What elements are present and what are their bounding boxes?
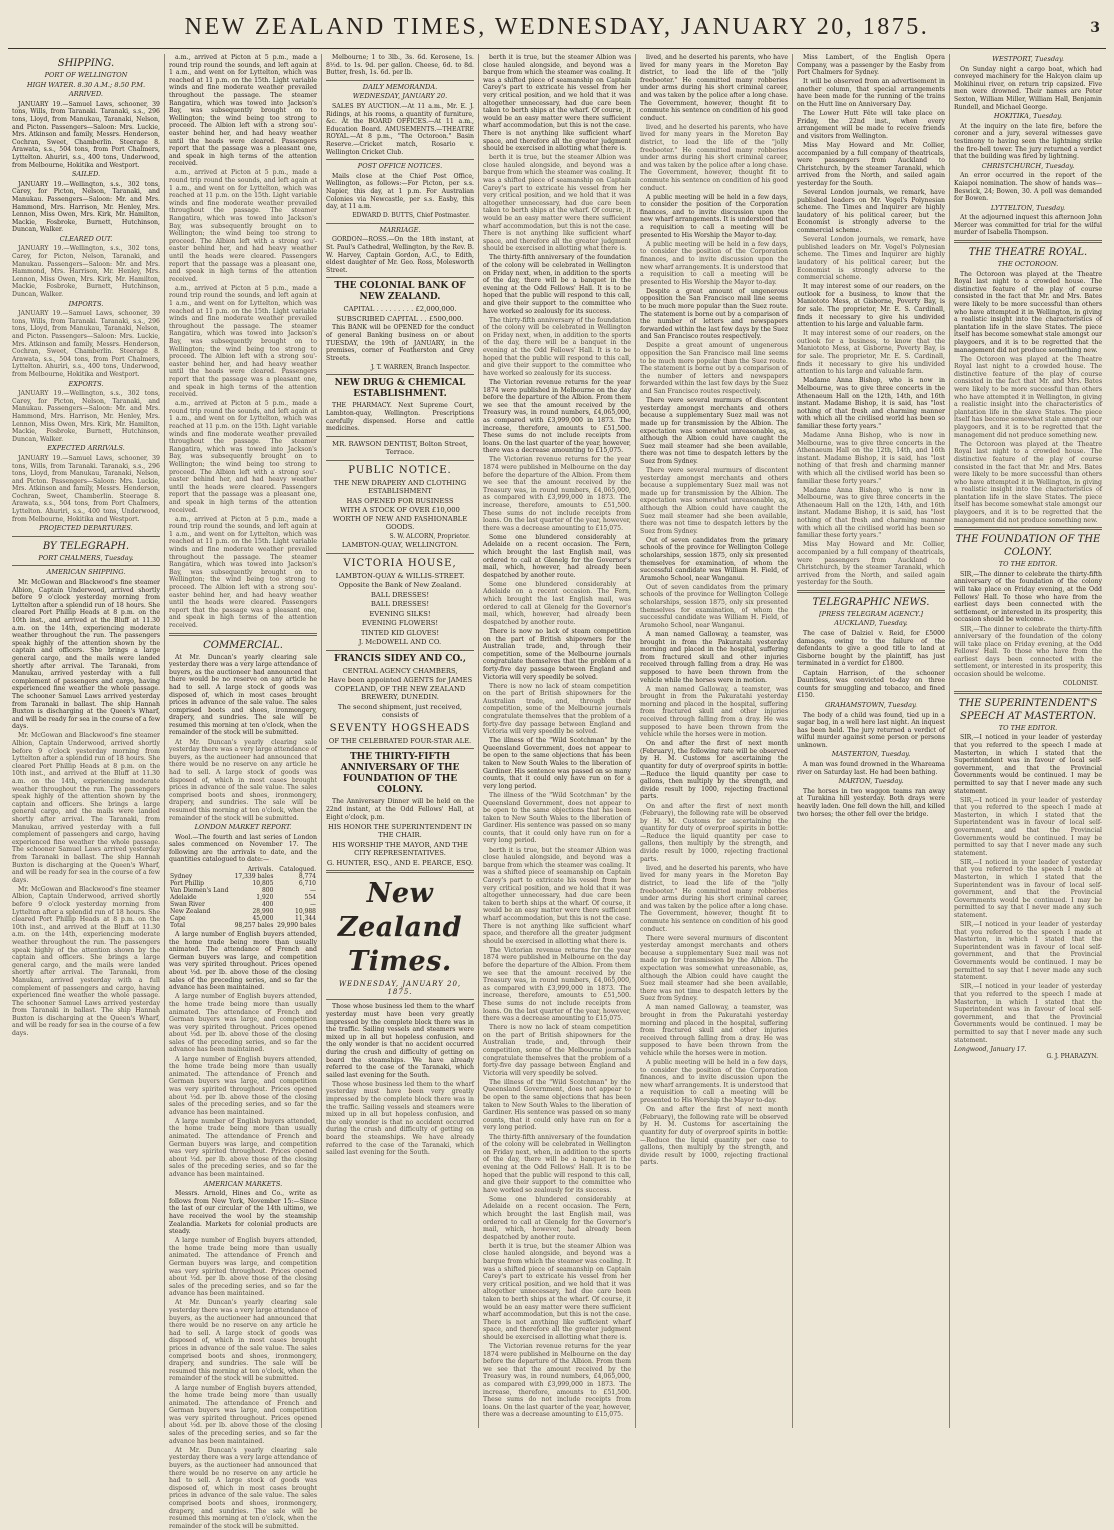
victoria-house-signature: J. McDOWELL AND CO. (358, 638, 442, 647)
divider (326, 80, 474, 81)
imports-heading: IMPORTS. (68, 299, 104, 308)
speech-signature: G. J. PHARAZYN. (1046, 1053, 1098, 1061)
col4-text-3b: The Victorian revenue returns for the year 1874 were published in Melbourne on the day before the departure of the Albion. From them we see that the amount received by the Treasury was, in round numbers, £4,065,000, as compared with £3,999,000 in 1873. The increase, therefore, amounts to £51,500. These sums do not include receipts from loans. On the last quarter of the year, however, there was a decrease amounting to £15,075. (483, 456, 631, 532)
divider (326, 374, 474, 375)
imports-text: JANUARY 19.—Samuel Laws, schooner, 39 tons, Wills, from Taranaki. Taranaki, s.s., 296 tons, Lloyd, from Manukau, Taranaki, Nelson, and Picton. Passengers—Saloon: Mrs. Luckie, Mrs. Atkinson and family, Messrs. Henderson, Cochran, Sweet, Chamberlin. Steerage 8. Arawata, s.s., 504 tons, from Port Chalmers, Lyttelton. Ahuriri, s.s., 400 tons, Underwood, from Melbourne, Hokitika and Westport. (12, 310, 160, 378)
telegraph-place: MARTON, Tuesday. (838, 777, 904, 786)
foundation-heading: THE FOUNDATION OF THE COLONY. (955, 534, 1101, 559)
sailed-heading: SAILED. (71, 170, 101, 179)
column-3 (321, 54, 478, 1428)
col4-text-3c: The Victorian revenue returns for the year 1874 were published in Melbourne on the day before the departure of the Albion. From them we see that the amount received by the Treasury was, in round numbers, £4,065,000, as compared with £3,999,000 in 1873. The increase, therefore, amounts to £51,500. These sums do not include receipts from loans. On the last quarter of the year, however, there was a decrease amounting to £15,075. (483, 946, 631, 1023)
sidey-ad-big: SEVENTY HOGSHEADS (329, 722, 471, 734)
arrived-heading: ARRIVED. (68, 90, 104, 99)
col6-text-6b: It may interest some of our readers, on the outlook for a business, to know that the Maniototo Mess, at Gisborne, Poverty Bay, is for sale. The proprietor, Mr. E. S. Cardinall, finds it necessary to give his undivided attention to his large and valuable farm. (797, 330, 945, 376)
divider (12, 536, 160, 537)
telegraph-text: The body of a child was found, tied up in a sugar bag, in a well here last night. An inquest has been held. The jury returned a verdict of wilful murder against some person or persons unknown. (797, 711, 945, 749)
telegraph-place: WESTPORT, Tuesday. (992, 55, 1064, 63)
col5-text-1c: lived, and he deserted his parents, who have lived for many years in the Moreton Bay district, to lead the life of the "jolly freebooter." He committed many robberies under arms during his short criminal career, and was taken by the police after a long chase. The Government, however, thought fit to commute his sentence on condition of his good conduct. (640, 864, 788, 933)
col4-text-3: The Victorian revenue returns for the year 1874 were published in Melbourne on the day before the departure of the Albion. From them we see that the amount received by the Treasury was, in round numbers, £4,065,000, as compared with £3,999,000 in 1873. The increase, therefore, amounts to £51,500. These sums do not include receipts from loans. On the last quarter of the year, however, there was a decrease amounting to £15,075. (483, 378, 631, 455)
london-market-text: Wool.—The fourth and last series of London sales commenced on November 17. The following are the arrivals to date, and the quantities catalogued to date:— (169, 833, 317, 864)
col4-text-6b: The illness of the "Wild Scotchman" by the Queensland Government, does not appear to be open to the same objections that has been taken to New South Wales to the liberation of Gardiner. His sentence was passed on so many counts, that it could only have run on for a very long period. (483, 791, 631, 845)
sidey-ad-sub: CENTRAL AGENCY CHAMBERS, (342, 666, 458, 675)
telegraph-place: HOKITIKA, Tuesday. (993, 112, 1063, 121)
london-market-heading: LONDON MARKET REPORT. (194, 823, 292, 832)
table-row: Adelaide 1,920 554 (170, 894, 316, 902)
speech-heading: THE SUPERINTENDENT'S SPEECH AT MASTERTON. (958, 697, 1098, 722)
divider (326, 650, 474, 651)
public-notice-title: PUBLIC NOTICE. (348, 464, 452, 476)
theatre-text: The Octoroon was played at the Theatre Royal last night to a crowded house. The distinctive feature of the play of course consisted in the fact that Mr. and Mrs. Bates were likely to be more successful than others who have attempted it in Wellington, in giving a realistic insight into the characteristics of plantation life in the slave States. The piece itself has become somewhat stale amongst our playgoers, and it is to be regretted that the management did not produce something new. (954, 270, 1102, 354)
divider (954, 240, 1102, 243)
victoria-house-title: VICTORIA HOUSE, (343, 557, 457, 569)
divider (326, 277, 474, 278)
col6-text-4: Miss May Howard and Mr. Collier, accompanied by a full company of theatricals, were passengers from Auckland to Christchurch, by the steamer Taranaki, which arrived from the North, and sailed again yesterday for the South. (797, 142, 945, 187)
col4-text-4: Some one blundered considerably at Adelaide on a recent occasion. The Fern, which brought the last English mail, was ordered to call at Glenelg for the Governor's mail, which, however, had already been despatched by another route. (483, 533, 631, 579)
col4-text-5c: There is now no lack of steam competition on the part of British shipowners for the Australian trade, and, through their competition, some of the Melbourne journals congratulate themselves that the problem of a forty-five day passage between England and Victoria will very speedily be solved. (483, 1024, 631, 1077)
telegraph-heading: BY TELEGRAPH. (42, 540, 130, 552)
divider (326, 748, 474, 749)
victoria-house-sub: LAMBTON-QUAY & WILLIS-STREET. (335, 571, 465, 580)
telegraph-place: MASTERTON, Tuesday. (831, 750, 911, 759)
speech-subheading: TO THE EDITOR. (998, 723, 1058, 732)
divider (326, 159, 474, 160)
american-shipping-heading: AMERICAN SHIPPING. (46, 568, 126, 577)
col5-text-7c: On and after the first of next month (February), the following rate will be observed by H. M. Customs for ascertaining the quantity for duty of overproof spirits in bottle:—Reduce the liquid quantity per case to gallons, then multiply by the strength, and divide result by 1000, rejecting fractional parts. (640, 1106, 788, 1167)
telegraphic-news-subheading: [PRESS TELEGRAM AGENCY.] (819, 609, 923, 618)
commercial-heading: COMMERCIAL. (203, 639, 283, 651)
column-1 (8, 54, 164, 1428)
american-markets-text-3: At Mr. Duncan's yearly clearing sale yesterday there was a very large attendance of buyers, as the auctioneer had announced that there would be no reserve on any article he had to sell. A large stock of goods was disposed of, which in most cases brought prices in advance of the sale value. The sales comprised boots and shoes, ironmongery, drapery, and sundries. The sale will be resumed this morning at ten o'clock, when the remainder of the stock will be submitted. (169, 1299, 317, 1383)
projected-heading: PROJECTED DEPARTURES. (39, 524, 133, 533)
shipping-heading: SHIPPING. (57, 58, 115, 69)
col5-text-3: Despite a great amount of ungenerous opposition the San Francisco mail line seems to be much more popular than the Suez route. The statement is borne out by a comparison of the number of letters and newspapers forwarded within the last few days by the Suez and San Francisco routes respectively. (640, 287, 788, 341)
col4-text-1b: berth it is true, but the steamer Albion was close hauled alongside, and beyond was a barque from which the steamer was coaling. It was a shifted piece of seamanship on Captain Carey's part to extricate his vessel from her very critical position, and we hold that it was altogether unnecessary, had due care been taken to berth ships at the wharf. Of course, it would be an easy matter were there sufficient wharf accommodation, but this is not the case. There is not anything like sufficient wharf space, and therefore all the greater judgment should be exercised in allotting what there is. (483, 154, 631, 253)
col4-text-2c: The thirty-fifth anniversary of the foundation of the colony will be celebrated in Wellington on Friday next, when, in addition to the sports of the day, there will be a banquet in the evening at the Odd Fellows' Hall. It is to be hoped that the public will respond to this call, and give their support to the committee who have worked so zealously for its success. (483, 1133, 631, 1194)
table-header-row: Arrivals. Catalogued. (247, 866, 316, 874)
col4-text-3d: The Victorian revenue returns for the year 1874 were published in Melbourne on the day before the departure of the Albion. From them we see that the amount received by the Treasury was, in round numbers, £4,065,000, as compared with £3,999,000 in 1873. The increase, therefore, amounts to £51,500. These sums do not include receipts from loans. On the last quarter of the year, however, there was a decrease amounting to £15,075. (483, 1343, 631, 1419)
telegraphic-news-heading: TELEGRAPHIC NEWS. (812, 596, 930, 608)
post-office-signature: EDWARD D. BUTTS, Chief Postmaster. (352, 212, 470, 220)
daily-memoranda-date: WEDNESDAY, JANUARY 20. (352, 92, 448, 101)
divider (169, 633, 317, 636)
sidey-ad-text: Have been appointed AGENTS for JAMES COPELAND, OF THE NEW ZEALAND BREWERY, DUNEDIN. (327, 676, 473, 702)
bank-signature: J. T. WARREN, Branch Inspector. (370, 363, 470, 371)
column-2 (164, 54, 321, 1530)
col5-text-2c: A public meeting will be held in a few days, to consider the position of the Corporation finances, and to invite discussion upon the new wharf arrangements. It is understood that a requisition to call a meeting will be presented to His Worship the Mayor to-day. (640, 1059, 788, 1105)
general-shipping-text-2: Mr. McGowan and Blackwood's fine steamer Albion, Captain Underwood, arrived shortly before 9 o'clock yesterday morning from Lyttelton after a splendid run of 18 hours. She cleared Port Phillip Heads at 8 p.m. on the 10th inst., and arrived at the Bluff at 11.30 a.m. on the 14th, experiencing moderate weather throughout the run. The passengers speak highly of the attention shown by the captain and officers. She brings a large general cargo, and the mails were landed shortly after arrival. The Taranaki, from Manukau, arrived yesterday with a full complement of passengers and cargo, having experienced fine weather the whole passage. The schooner Samuel Laws arrived yesterday from Taranaki in ballast. The ship Hannah Buxton is discharging at the Queen's Wharf, and will be ready for sea in the course of a few days. (12, 732, 160, 884)
cleared-text: JANUARY 19.—Wellington, s.s., 302 tons, Carey, for Picton, Nelson, Taranaki, and Manukau. Passengers—Saloon: Mr. and Mrs. Hammond, Mrs. Harrison, Mr. Henley, Mrs. Lennon, Miss Owen, Mrs. Kirk, Mr. Hamilton, Mackie, Fosbroke, Burnett, Hutchinson, Duncan, Walker. (12, 245, 160, 299)
column-7 (949, 54, 1106, 1428)
bank-text: This BANK will be OPENED for the conduct of general Banking business on or about TUESDAY, the 19th of JANUARY, in the premises, corner of Featherston and Grey Streets. (326, 324, 474, 362)
foundation-text: SIR,—The dinner to celebrate the thirty-fifth anniversary of the foundation of the colony will take place on Friday evening, at the Odd Fellows' Hall. To those who have from the earliest days been connected with the settlement, or interested in its prosperity, this occasion should be welcome. (954, 570, 1102, 624)
col5-text-4b: There were several murmurs of discontent yesterday amongst merchants and others because a supplementary Suez mail was not made up for transmission by the Albion. The expectation was somewhat unreasonable, as, although the Albion could have caught the Suez mail steamer had she been available, there was not time to despatch letters by the Suez from Sydney. (640, 466, 788, 535)
anniversary-ad-text: The Anniversary Dinner will be held on the 22nd instant, at the Odd Fellows' Hall, at Eight o'clock, p.m. (326, 798, 474, 821)
commercial-text: At Mr. Duncan's yearly clearing sale yesterday there was a very large attendance of buyers, as the auctioneer had announced that there would be no reserve on any article he had to sell. A large stock of goods was disposed of, which in most cases brought prices in advance of the sale value. The sales comprised boots and shoes, ironmongery, drapery, and sundries. The sale will be resumed this morning at ten o'clock, when the remainder of the stock will be submitted. (169, 653, 317, 737)
leader-text: Those whose business led them to the wharf yesterday must have been very greatly impressed by the complete block there was in the traffic. Sailing vessels and steamers were mixed up in all but hopeless confusion, and the only wonder is that no accident occurred during the crush and difficulty of getting on board the steamships. We have already referred to the case of the Taranaki, which sailed last evening for the South. (326, 1003, 474, 1079)
port-line: PORT OF WELLINGTON (44, 71, 128, 79)
sidey-ad-text-2: The second shipment, just received, consists of (337, 702, 463, 720)
telegraph-place: LYTTELTON, Tuesday. (990, 203, 1066, 212)
divider (326, 460, 474, 461)
bank-subscribed: SUBSCRIBED CAPITAL . . £500,000. (336, 314, 464, 323)
telegraph-text: At the adjourned inquest this afternoon John Mercer was committed for trial for the wilful murder of Isabella Thompson. (954, 214, 1102, 237)
col4-text-5b: There is now no lack of steam competition on the part of British shipowners for the Australian trade, and, through their competition, some of the Melbourne journals congratulate themselves that the problem of a forty-five day passage between England and Victoria will very speedily be solved. (483, 682, 631, 736)
foundation-signature: COLONIST. (1062, 680, 1098, 688)
col5-text-2: A public meeting will be held in a few days, to consider the position of the Corporation finances, and to invite discussion upon the new wharf arrangements. It is understood that a requisition to call a meeting will be presented to His Worship the Mayor to-day. (640, 193, 788, 239)
anniversary-ad-vice: HIS WORSHIP THE MAYOR, AND THE CITY REPRESENTATIVES. (332, 840, 468, 858)
foundation-text-2: SIR,—The dinner to celebrate the thirty-fifth anniversary of the foundation of the colony will take place on Friday evening, at the Odd Fellows' Hall. To those who have from the earliest days been connected with the settlement, or interested in its prosperity, this occasion should be welcome. (954, 625, 1102, 679)
col4-text-2: The thirty-fifth anniversary of the foundation of the colony will be celebrated in Wellington on Friday next, when, in addition to the sports of the day, there will be a banquet in the evening at the Odd Fellows' Hall. It is to be hoped that the public will respond to this call, and give their support to the committee who have worked so zealously for its success. (483, 254, 631, 315)
anniversary-ad-chair: HIS HONOR THE SUPERINTENDENT IN THE CHAIR. (327, 822, 473, 840)
col5-text-4: There were several murmurs of discontent yesterday amongst merchants and others because a supplementary Suez mail was not made up for transmission by the Albion. The expectation was somewhat unreasonable, as, although the Albion could have caught the Suez mail steamer had she been available, there was not time to despatch letters by the Suez from Sydney. (640, 397, 788, 465)
page-number: 3 (1090, 20, 1100, 36)
col4-text-1: berth it is true, but the steamer Albion was close hauled alongside, and beyond was a barque from which the steamer was coaling. It was a shifted piece of seamanship on Captain Carey's part to extricate his vessel from her very critical position, and we hold that it was altogether unnecessary, had due care been taken to berth ships at the wharf. Of course, it would be an easy matter were there sufficient wharf accommodation, but this is not the case. There is not anything like sufficient wharf space, and therefore all the greater judgment should be exercised in allotting what there is. (483, 54, 631, 153)
col2-text-top-4: a.m., arrived at Picton at 5 p.m., made a round trip round the sounds, and left again at 1 a.m., and went on for Lyttelton, which was reached at 11 p.m. on the 15th. Light variable winds and fine moderate weather prevailed throughout the passage. The steamer Rangatira, which was towed into Jackson's Bay, was subsequently brought on to Wellington; the wind being too strong to proceed. The Albion left with a strong sou'-easter behind her, and had heavy weather until the heads were cleared. Passengers report that the passage was a pleasant one, and speak in high terms of the attention received. (169, 400, 317, 514)
telegraph-subheading: PORT CHALMERS, Tuesday. (38, 553, 134, 562)
marriage-heading: MARRIAGE. (379, 225, 421, 234)
public-notice-address: LAMBTON-QUAY, WELLINGTON. (341, 541, 459, 550)
american-markets-text-5: At Mr. Duncan's yearly clearing sale yesterday there was a very large attendance of buyers, as the auctioneer had announced that there would be no reserve on any article he had to sell. A large stock of goods was disposed of, which in most cases brought prices in advance of the sale value. The sales comprised boots and shoes, ironmongery, drapery, and sundries. The sale will be resumed this morning at ten o'clock, when the remainder of the stock will be submitted. (169, 1446, 317, 1530)
divider (326, 999, 474, 1000)
telegraph-text: A man was found drowned in the Whareama river on Saturday last. He had been bathing. (797, 761, 945, 776)
speech-text-3: SIR,—I noticed in your leader of yesterday that you referred to the speech I made at Masterton, in which I stated that the Superintendent was in favour of local self-government, and that the Provincial Governments would be continued. I may be permitted to say that I never made any such statement. (954, 858, 1102, 919)
col6-text-4b: Miss May Howard and Mr. Collier, accompanied by a full company of theatricals, were passengers from Auckland to Christchurch, by the steamer Taranaki, which arrived from the North, and sailed again yesterday for the South. (797, 541, 945, 587)
col4-text-5: There is now no lack of steam competition on the part of British shipowners for the Australian trade, and, through their competition, some of the Melbourne journals congratulate themselves that the problem of a forty-five day passage between England and Victoria will very speedily be solved. (483, 627, 631, 681)
telegraph-place: GRAHAMSTOWN, Tuesday. (825, 700, 917, 709)
col5-text-2b: A public meeting will be held in a few days, to consider the position of the Corporation finances, and to invite discussion upon the new wharf arrangements. It is understood that a requisition to call a meeting will be presented to His Worship the Mayor to-day. (640, 240, 788, 286)
table-total-row: Total 98,257 bales 29,990 bales (170, 922, 316, 930)
column-6 (792, 54, 949, 1428)
post-office-text: Mails close at the Chief Post Office, Wellington, as follows:—For Picton, per s.s. Napier, this day, at 1 p.m. For Australian Colonies via Newcastle, per s.s. Easby, this day, at 11 a.m. (326, 172, 474, 211)
post-office-heading: POST OFFICE NOTICES. (357, 162, 443, 171)
divider (326, 436, 474, 437)
tide-line: HIGH WATER. 8.30 A.M.; 8.50 P.M. (26, 80, 146, 89)
telegraph-place: AUCKLAND, Tuesday. (834, 619, 908, 628)
speech-place: Longwood, January 17. (954, 1045, 1027, 1053)
american-markets-text-4: A large number of English buyers attended, the home trade being more than usually animated. The attendance of French and German buyers was large, and competition was very spirited throughout. Prices opened about ½d. per lb. above those of the closing sales of the preceding series, and so far the advance has been maintained. (169, 1384, 317, 1445)
column-5 (635, 54, 792, 1428)
col6-text-7: Madame Anna Bishop, who is now in Melbourne, was to give three concerts in the Athenaeum Hall on the 12th, 14th, and 16th instant. Madame Bishop, it is said, has "lost nothing of that fresh and charming manner with which all the civilised world has been so familiar these forty years." (797, 377, 945, 430)
col4-text-6: The illness of the "Wild Scotchman" by the Queensland Government, does not appear to be open to the same objections that has been taken to New South Wales to the liberation of Gardiner. His sentence was passed on so many counts, that it could only have run on for a very long period. (483, 737, 631, 790)
ball-line: BALL DRESSES! (370, 600, 430, 609)
table-row: Cape 45,000 11,344 (170, 915, 316, 923)
column-4 (478, 54, 635, 1428)
american-markets-text-2: A large number of English buyers attended, the home trade being more than usually animated. The attendance of French and German buyers was large, and competition was very spirited throughout. Prices opened about ½d. per lb. above those of the closing sales of the preceding series, and so far the advance has been maintained. (169, 1237, 317, 1298)
col5-text-5: Out of seven candidates from the primary schools of the province for Wellington College scholarships, session 1875, only six presented themselves for examination, of whom the successful candidate was William H. Field, of Aramoho School, near Wanganui. (640, 536, 788, 582)
masthead-title: New Zealand Times. (337, 878, 463, 978)
ball-line: BALL DRESSES! (370, 590, 430, 599)
table-row: Van Diemen's Land 800 — (170, 887, 316, 895)
telegraph-text: Captain Harrison, of the schooner Dauntless, was convicted to-day on three counts for smuggling and tobacco, and fined £150. (797, 669, 945, 700)
general-shipping-text: Mr. McGowan and Blackwood's fine steamer Albion, Captain Underwood, arrived shortly before 9 o'clock yesterday morning from Lyttelton after a splendid run of 18 hours. She cleared Port Phillip Heads at 8 p.m. on the 10th inst., and arrived at the Bluff at 11.30 a.m. on the 14th, experiencing moderate weather throughout the run. The passengers speak highly of the attention shown by the captain and officers. She brings a large general cargo, and the mails were landed shortly after arrival. The Taranaki, from Manukau, arrived yesterday with a full complement of passengers and cargo, having experienced fine weather the whole passage. The schooner Samuel Laws arrived yesterday from Taranaki in ballast. The ship Hannah Buxton is discharging at the Queen's Wharf, and will be ready for sea in the course of a few days. (12, 579, 160, 731)
public-notice-signature: S. W. ALCORN, Proprietor. (389, 532, 470, 540)
telegraph-text: An error occurred in the report of the Kaiapoi nomination. The show of hands was—Beswick, 24; Bowen, 30. A poll was demanded for Bowen. (954, 172, 1102, 203)
expected-text: JANUARY 19.—Samuel Laws, schooner, 39 tons, Wills, from Taranaki. Taranaki, s.s., 296 tons, Lloyd, from Manukau, Taranaki, Nelson, and Picton. Passengers—Saloon: Mrs. Luckie, Mrs. Atkinson and family, Messrs. Henderson, Cochran, Sweet, Chamberlin. Steerage 8. Arawata, s.s., 504 tons, from Port Chalmers, Lyttelton. Ahuriri, s.s., 400 tons, Underwood, from Melbourne, Hokitika and Westport. (12, 454, 160, 523)
col4-text-2b: The thirty-fifth anniversary of the foundation of the colony will be celebrated in Wellington on Friday next, when, in addition to the sports of the day, there will be a banquet in the evening at the Odd Fellows' Hall. It is to be hoped that the public will respond to this call, and give their support to the committee who have worked so zealously for its success. (483, 316, 631, 377)
cleared-heading: CLEARED OUT. (59, 234, 113, 243)
col4-text-4b: Some one blundered considerably at Adelaide on a recent occasion. The Fern, which brought the last English mail, was ordered to call at Glenelg for the Governor's mail, which, however, had already been despatched by another route. (483, 580, 631, 626)
col6-text-2: It will be observed from an advertisement in another column, that special arrangements have been made for the running of the trains on the Hutt line on Anniversary Day. (797, 78, 945, 109)
telegraph-text: At the inquiry on the late fire, before the coroner and a jury, several witnesses gave testimony to having seen the lightning strike the fire-bell tower. The jury returned a verdict that the building was fired by lightning. (954, 122, 1102, 161)
speech-text-2: SIR,—I noticed in your leader of yesterday that you referred to the speech I made at Masterton, in which I stated that the Superintendent was in favour of local self-government, and that the Provincial Governments would be continued. I may be permitted to say that I never made any such statement. (954, 796, 1102, 857)
speech-text-4: SIR,—I noticed in your leader of yesterday that you referred to the speech I made at Masterton, in which I stated that the Superintendent was in favour of local self-government, and that the Provincial Governments would be continued. I may be permitted to say that I never made any such statement. (954, 921, 1102, 982)
col6-text-3: The Lower Hutt Fête will take place on Friday, the 22nd inst., when every arrangement will be made to receive friends and visitors from Wellington. (797, 110, 945, 140)
col4-text-6c: The illness of the "Wild Scotchman" by the Queensland Government, does not appear to be open to the same objections that has been taken to New South Wales to the liberation of Gardiner. His sentence was passed on so many counts, that it could only have run on for a very long period. (483, 1078, 631, 1132)
col6-text-1: Miss Lambert, of the English Opera Company, was a passenger by the Easby from Port Chalmers for Sydney. (797, 54, 945, 77)
col5-text-1: lived, and he deserted his parents, who have lived for many years in the Moreton Bay district, to lead the life of the "jolly freebooter." He committed many robberies under arms during his short criminal career, and was taken by the police after a long chase. The Government, however, thought fit to commute his sentence on condition of his good conduct. (640, 54, 788, 122)
london-market-text-4: A large number of English buyers attended, the home trade being more than usually animated. The attendance of French and German buyers was large, and competition was very spirited throughout. Prices opened about ½d. per lb. above those of the closing sales of the preceding series, and so far the advance has been maintained. (169, 1055, 317, 1116)
foundation-subheading: TO THE EDITOR. (998, 560, 1058, 569)
ball-line: EVENING SILKS! (369, 609, 431, 618)
general-shipping-text-3: Mr. McGowan and Blackwood's fine steamer Albion, Captain Underwood, arrived shortly before 9 o'clock yesterday morning from Lyttelton after a splendid run of 18 hours. She cleared Port Phillip Heads at 8 p.m. on the 10th inst., and arrived at the Bluff at 11.30 a.m. on the 14th, experiencing moderate weather throughout the run. The passengers speak highly of the attention shown by the captain and officers. She brings a large general cargo, and the mails were landed shortly after arrival. The Taranaki, from Manukau, arrived yesterday with a full complement of passengers and cargo, having experienced fine weather the whole passage. The schooner Samuel Laws arrived yesterday from Taranaki in ballast. The ship Hannah Buxton is discharging at the Queen's Wharf, and will be ready for sea in the course of a few days. (12, 885, 160, 1038)
columns (8, 54, 1106, 1530)
telegraph-place: CHRISTCHURCH, Tuesday. (981, 161, 1075, 170)
telegraph-text: On Sunday night a cargo boat, which had conveyed machinery for the Halcyon claim up Mokihinui river, on return trip capsized. Five men were drowned. Their names are Peter Sexton, William Miller, William Hall, Benjamin Rundell, and Michael George. (954, 65, 1102, 111)
speech-text: SIR,—I noticed in your leader of yesterday that you referred to the speech I made at Masterton, in which I stated that the Superintendent was in favour of local self-government, and that the Provincial Governments would be continued. I may be permitted to say that I never made any such statement. (954, 734, 1102, 795)
american-markets-text: Messrs. Arnold, Hines and Co., write as follows from New York, November 15:—Since the last of our circular of the 14th ultimo, we have received the wool by the steamship Zealandia. Markets for colonial products are steady. (169, 1190, 317, 1236)
public-notice-line-3: WITH A STOCK OF OVER £10,000 WORTH OF NEW AND FASHIONABLE GOODS. (332, 506, 468, 532)
divider (797, 590, 945, 593)
theatre-text-2: The Octoroon was played at the Theatre Royal last night to a crowded house. The distinctive feature of the play of course consisted in the fact that Mr. and Mrs. Bates were likely to be more successful than others who have attempted it in Wellington, in giving a realistic insight into the characteristics of plantation life in the slave States. The piece itself has become somewhat stale amongst our playgoers, and it is to be regretted that the management did not produce something new. (954, 355, 1102, 439)
page-masthead (8, 14, 1106, 49)
col4-text-1c: berth it is true, but the steamer Albion was close hauled alongside, and beyond was a barque from which the steamer was coaling. It was a shifted piece of seamanship on Captain Carey's part to extricate his vessel from her very critical position, and we hold that it was altogether unnecessary, had due care been taken to berth ships at the wharf. Of course, it would be an easy matter were there sufficient wharf accommodation, but this is not the case. There is not anything like sufficient wharf space, and therefore all the greater judgment should be exercised in allotting what there is. (483, 846, 631, 945)
col6-text-6: It may interest some of our readers, on the outlook for a business, to know that the Maniototo Mess, at Gisborne, Poverty Bay, is for sale. The proprietor, Mr. E. S. Cardinall, finds it necessary to give his undivided attention to his large and valuable farm. (797, 283, 945, 329)
table-row: Swan River 400 — (170, 901, 316, 909)
american-markets-heading: AMERICAN MARKETS. (203, 1179, 283, 1188)
col5-text-6c: A man named Galloway, a teamster, was brought in from the Pakuratahi yesterday morning and placed in the hospital, suffering from fractured skull and other injuries received through falling from a dray. He was supposed to have been thrown from the vehicle while the horses were in motion. (640, 1004, 788, 1057)
col5-text-6: A man named Galloway, a teamster, was brought in from the Pakuratahi yesterday morning and placed in the hospital, suffering from fractured skull and other injuries received through falling from a dray. He was supposed to have been thrown from the vehicle while the horses were in motion. (640, 630, 788, 684)
col6-text-7c: Madame Anna Bishop, who is now in Melbourne, was to give three concerts in the Athenaeum Hall on the 12th, 14th, and 16th instant. Madame Bishop, it is said, has "lost nothing of that fresh and charming manner with which all the civilised world has been so familiar these forty years." (797, 486, 945, 540)
telegraph-text: The case of Dalziel v. Reid, for £5000 damages, owing to the failure of the defendants to give a good title to land at Gisborne bought by the plaintiff, has just terminated in a verdict for £1800. (797, 630, 945, 668)
wool-table (169, 866, 317, 929)
sidey-ad-title: FRANCIS SIDEY AND CO., (334, 653, 466, 664)
anniversary-ad-title: THE THIRTY-FIFTH ANNIVERSARY OF THE FOUNDATION OF THE COLONY. (340, 752, 460, 796)
sailed-text: JANUARY 19.—Wellington, s.s., 302 tons, Carey, for Picton, Nelson, Taranaki, and Manukau. Passengers—Saloon: Mr. and Mrs. Hammond, Mrs. Harrison, Mr. Henley, Mrs. Lennon, Miss Owen, Mrs. Kirk, Mr. Hamilton, Mackie, Fosbroke, Burnett, Hutchinson, Duncan, Walker. (12, 180, 160, 234)
theatre-subheading: THE OCTOROON. (997, 260, 1059, 269)
col4-text-4c: Some one blundered considerably at Adelaide on a recent occasion. The Fern, which brought the last English mail, was ordered to call at Glenelg for the Governor's mail, which, however, had already been despatched by another route. (483, 1195, 631, 1241)
public-notice-line-1: THE NEW DRAPERY AND CLOTHING ESTABLISHMENT (333, 478, 467, 496)
drug-ad-text: THE PHARMACY. Next Supreme Court, Lambton-quay, Wellington. Prescriptions carefully dispensed. Horse and cattle medicines. (326, 402, 474, 433)
divider (326, 223, 474, 224)
victoria-house-opposite: Opposite the Bank of New Zealand. (338, 581, 462, 590)
col6-text-5: Several London journals, we remark, have published leaders on Mr. Vogel's Polynesian scheme. The Times and Inquirer are highly laudatory of his political career, but the Economist is strongly adverse to the commercial scheme. (797, 189, 945, 235)
divider (954, 691, 1102, 694)
expected-heading: EXPECTED ARRIVALS. (47, 444, 125, 453)
col2-text-top-3: a.m., arrived at Picton at 5 p.m., made a round trip round the sounds, and left again at 1 a.m., and went on for Lyttelton, which was reached at 11 p.m. on the 15th. Light variable winds and fine moderate weather prevailed throughout the passage. The steamer Rangatira, which was towed into Jackson's Bay, was subsequently brought on to Wellington; the wind being too strong to proceed. The Albion left with a strong sou'-easter behind her, and had heavy weather until the heads were cleared. Passengers report that the passage was a pleasant one, and speak in high terms of the attention received. (169, 284, 317, 399)
telegraph-text: The horses in two waggon teams ran away at Turakina hill yesterday. Both drays were heavily laden. One fell down the hill, and killed two horses; the other fell over the bridge. (797, 787, 945, 818)
col5-text-3b: Despite a great amount of ungenerous opposition the San Francisco mail line seems to be much more popular than the Suez route. The statement is borne out by a comparison of the number of letters and newspapers forwarded within the last few days by the Suez and San Francisco routes respectively. (640, 342, 788, 396)
divider (12, 565, 160, 566)
anniversary-ad-tickets: G. HUNTER, ESQ., AND E. PEARCE, ESQ. (326, 858, 474, 867)
table-row: New Zealand 28,990 10,988 (170, 908, 316, 916)
public-notice-line-2: HAS OPENED FOR BUSINESS (346, 496, 454, 505)
ball-line: TINTED KID GLOVES! (360, 628, 440, 637)
col5-text-7b: On and after the first of next month (February), the following rate will be observed by H. M. Customs for ascertaining the quantity for duty of overproof spirits in bottle:—Reduce the liquid quantity per case to gallons, then multiply by the strength, and divide result by 1000, rejecting fractional parts. (640, 802, 788, 863)
bank-ad-title: THE COLONIAL BANK OF NEW ZEALAND. (334, 281, 466, 303)
marriage-text: GORDON—ROSS.—On the 18th instant, at St. Paul's Cathedral, Wellington, by the Rev. B. W. Harvey, Captain Gordon, A.C., to Edith, eldest daughter of Mr. Geo. Ross, Molesworth Street. (326, 236, 474, 274)
daily-memoranda-heading: DAILY MEMORANDA. (362, 82, 438, 91)
london-market-text-5: A large number of English buyers attended, the home trade being more than usually animated. The attendance of French and German buyers was large, and competition was very spirited throughout. Prices opened about ½d. per lb. above those of the closing sales of the preceding series, and so far the advance has been maintained. (169, 1117, 317, 1178)
theatre-heading: THE THEATRE ROYAL. (968, 247, 1088, 259)
ball-line: EVENING FLOWERS! (361, 619, 439, 628)
col5-text-7: On and after the first of next month (February), the following rate will be observed by H. M. Customs for ascertaining the quantity for duty of overproof spirits in bottle:—Reduce the liquid quantity per case to gallons, then multiply by the strength, and divide result by 1000, rejecting fractional parts. (640, 740, 788, 801)
london-market-text-3: A large number of English buyers attended, the home trade being more than usually animated. The attendance of French and German buyers was large, and competition was very spirited throughout. Prices opened about ½d. per lb. above those of the closing sales of the preceding series, and so far the advance has been maintained. (169, 993, 317, 1054)
arrived-text: JANUARY 19.—Samuel Laws, schooner, 39 tons, Wills, from Taranaki. Taranaki, s.s., 296 tons, Lloyd, from Manukau, Taranaki, Nelson, and Picton. Passengers—Saloon: Mrs. Luckie, Mrs. Atkinson and family, Messrs. Henderson, Cochran, Sweet, Chamberlin. Steerage 8. Arawata, s.s., 504 tons, from Port Chalmers, Lyttelton. Ahuriri, s.s., 400 tons, Underwood, from Melbourne, Hokitika and Westport. (12, 100, 160, 169)
col5-text-4c: There were several murmurs of discontent yesterday amongst merchants and others because a supplementary Suez mail was not made up for transmission by the Albion. The expectation was somewhat unreasonable, as, although the Albion could have caught the Suez mail steamer had she been available, there was not time to despatch letters by the Suez from Sydney. (640, 934, 788, 1003)
divider (954, 527, 1102, 530)
col6-text-5b: Several London journals, we remark, have published leaders on Mr. Vogel's Polynesian scheme. The Times and Inquirer are highly laudatory of his political career, but the Economist is strongly adverse to the commercial scheme. (797, 236, 945, 282)
masthead-date: WEDNESDAY, JANUARY 20, 1875. (338, 980, 462, 996)
speech-text-5: SIR,—I noticed in your leader of yesterday that you referred to the speech I made at Masterton, in which I stated that the Superintendent was in favour of local self-government, and that the Provincial Governments would be continued. I may be permitted to say that I never made any such statement. (954, 983, 1102, 1044)
daily-memoranda-text: SALES BY AUCTION.—At 11 a.m., Mr. E. J. Ridings, at his rooms, a quantity of furniture, &c. At the BOARD OFFICES.—At 11 a.m., Education Board. AMUSEMENTS.—THEATRE ROYAL.—At 8 p.m., "The Octoroon." Basin Reserve.—Cricket match, Rosario v. Wellington Cricket Club. (326, 102, 474, 156)
col5-text-6b: A man named Galloway, a teamster, was brought in from the Pakuratahi yesterday morning and placed in the hospital, suffering from fractured skull and other injuries received through falling from a dray. He was supposed to have been thrown from the vehicle while the horses were in motion. (640, 685, 788, 739)
col2-text-top-5: a.m., arrived at Picton at 5 p.m., made a round trip round the sounds, and left again at 1 a.m., and went on for Lyttelton, which was reached at 11 p.m. on the 15th. Light variable winds and fine moderate weather prevailed throughout the passage. The steamer Rangatira, which was towed into Jackson's Bay, was subsequently brought on to Wellington; the wind being too strong to proceed. The Albion left with a strong sou'-easter behind her, and had heavy weather until the heads were cleared. Passengers report that the passage was a pleasant one, and speak in high terms of the attention received. (169, 515, 317, 629)
col6-text-7b: Madame Anna Bishop, who is now in Melbourne, was to give three concerts in the Athenaeum Hall on the 12th, 14th, and 16th instant. Madame Bishop, it is said, has "lost nothing of that fresh and charming manner with which all the civilised world has been so familiar these forty years." (797, 432, 945, 485)
exports-text: JANUARY 19.—Wellington, s.s., 302 tons, Carey, for Picton, Nelson, Taranaki, and Manukau. Passengers—Saloon: Mr. and Mrs. Hammond, Mrs. Harrison, Mr. Henley, Mrs. Lennon, Miss Owen, Mrs. Kirk, Mr. Hamilton, Mackie, Fosbroke, Burnett, Hutchinson, Duncan, Walker. (12, 390, 160, 443)
col5-text-5b: Out of seven candidates from the primary schools of the province for Wellington College scholarships, session 1875, only six presented themselves for examination, of whom the successful candidate was William H. Field, of Aramoho School, near Wanganui. (640, 583, 788, 629)
col3-text-top: Melbourne; 1 to 3lb., 3s. 6d. Kerosene, 1s. 8½d. to 1s. 9d. per gallon. Cheese, 6d. to 8d. Butter, fresh, 1s. 6d. per lb. (326, 54, 474, 77)
bank-capital: CAPITAL . . . . . . . . . £2,000,000. (343, 305, 457, 314)
col2-text-top-2: a.m., arrived at Picton at 5 p.m., made a round trip round the sounds, and left again at 1 a.m., and went on for Lyttelton, which was reached at 11 p.m. on the 15th. Light variable winds and fine moderate weather prevailed throughout the passage. The steamer Rangatira, which was towed into Jackson's Bay, was subsequently brought on to Wellington; the wind being too strong to proceed. The Albion left with a strong sou'-easter behind her, and had heavy weather until the heads were cleared. Passengers report that the passage was a pleasant one, and speak in high terms of the attention received. (169, 169, 317, 283)
theatre-text-3: The Octoroon was played at the Theatre Royal last night to a crowded house. The distinctive feature of the play of course consisted in the fact that Mr. and Mrs. Bates were likely to be more successful than others who have attempted it in Wellington, in giving a realistic insight into the characteristics of plantation life in the slave States. The piece itself has become somewhat stale amongst our playgoers, and it is to be regretted that the management did not produce something new. (954, 440, 1102, 524)
exports-heading: EXPORTS. (68, 379, 104, 388)
drug-ad-title: NEW DRUG & CHEMICAL ESTABLISHMENT. (334, 378, 466, 400)
table-row: Sydney 17,339 bales 8,774 (170, 873, 316, 881)
london-market-text-2: A large number of English buyers attended, the home trade being more than usually animated. The attendance of French and German buyers was large, and competition was very spirited throughout. Prices opened about ½d. per lb. above those of the closing sales of the preceding series, and so far the advance has been maintained. (169, 931, 317, 992)
table-row: Port Phillip 10,805 6,710 (170, 880, 316, 888)
newspaper-title: NEW ZEALAND TIMES, WEDNESDAY, JANUARY 20, 1875. (184, 14, 930, 40)
commercial-text-2: At Mr. Duncan's yearly clearing sale yesterday there was a very large attendance of buyers, as the auctioneer had announced that there would be no reserve on any article he had to sell. A large stock of goods was disposed of, which in most cases brought prices in advance of the sale value. The sales comprised boots and shoes, ironmongery, drapery, and sundries. The sale will be resumed this morning at ten o'clock, when the remainder of the stock will be submitted. (169, 738, 317, 822)
col2-text-top: a.m., arrived at Picton at 5 p.m., made a round trip round the sounds, and left again at 1 a.m., and went on for Lyttelton, which was reached at 11 p.m. on the 15th. Light variable winds and fine moderate weather prevailed throughout the passage. The steamer Rangatira, which was towed into Jackson's Bay, was subsequently brought on to Wellington; the wind being too strong to proceed. The Albion left with a strong sou'-easter behind her, and had heavy weather until the heads were cleared. Passengers report that the passage was a pleasant one, and speak in high terms of the attention received. (169, 54, 317, 168)
leader-text-2: Those whose business led them to the wharf yesterday must have been very greatly impressed by the complete block there was in the traffic. Sailing vessels and steamers were mixed up in all but hopeless confusion, and the only wonder is that no accident occurred during the crush and difficulty of getting on board the steamships. We have already referred to the case of the Taranaki, which sailed last evening for the South. (326, 1080, 474, 1157)
divider (326, 553, 474, 554)
rawson-ad: MR. RAWSON DENTIST, Bolton Street, Terrace. (332, 439, 468, 457)
divider (326, 870, 474, 873)
sidey-ad-text-3: OF THE CELEBRATED FOUR-STAR ALE. (328, 736, 472, 745)
col5-text-1b: lived, and he deserted his parents, who have lived for many years in the Moreton Bay district, to lead the life of the "jolly freebooter." He committed many robberies under arms during his short criminal career, and was taken by the police after a long chase. The Government, however, thought fit to commute his sentence on condition of his good conduct. (640, 123, 788, 192)
col4-text-1d: berth it is true, but the steamer Albion was close hauled alongside, and beyond was a barque from which the steamer was coaling. It was a shifted piece of seamanship on Captain Carey's part to extricate his vessel from her very critical position, and we hold that it was altogether unnecessary, had due care been taken to berth ships at the wharf. Of course, it would be an easy matter were there sufficient wharf accommodation, but this is not the case. There is not anything like sufficient wharf space, and therefore all the greater judgment should be exercised in allotting what there is. (483, 1242, 631, 1341)
